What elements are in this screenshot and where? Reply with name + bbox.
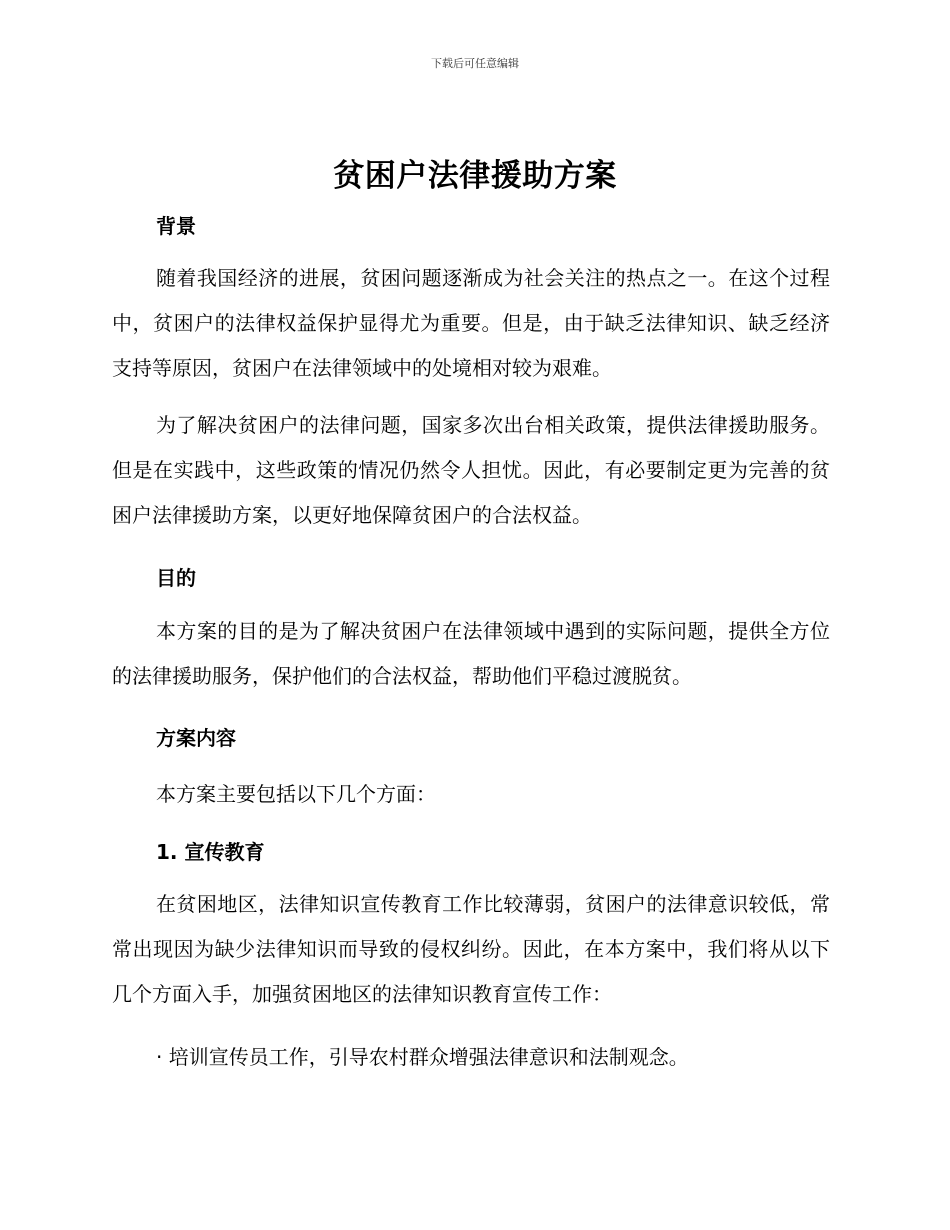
paragraph-education-1: 在贫困地区，法律知识宣传教育工作比较薄弱，贫困户的法律意识较低，常常出现因为缺少法律知识而导致的侵权纠纷。因此，在本方案中，我们将从以下几个方面入手，加强贫困地区的法律知识教育宣传工作： <box>112 892 830 1006</box>
section-heading-background: 背景 <box>156 214 196 238</box>
section-heading-purpose: 目的 <box>156 566 196 590</box>
list-item-education-1: · 培训宣传员工作，引导农村群众增强法律意识和法制观念。 <box>156 1045 689 1069</box>
section-heading-content: 方案内容 <box>156 726 236 750</box>
section-heading-education: 1. 宣传教育 <box>156 840 265 864</box>
paragraph-background-1: 随着我国经济的进展，贫困问题逐渐成为社会关注的热点之一。在这个过程中，贫困户的法律权益保护显得尤为重要。但是，由于缺乏法律知识、缺乏经济支持等原因，贫困户在法律领域中的处境相对较为艰难。 <box>112 266 830 380</box>
paragraph-purpose-1: 本方案的目的是为了解决贫困户在法律领域中遇到的实际问题，提供全方位的法律援助服务，保护他们的合法权益，帮助他们平稳过渡脱贫。 <box>112 619 830 688</box>
document-title: 贫困户法律援助方案 <box>333 158 617 194</box>
paragraph-background-2: 为了解决贫困户的法律问题，国家多次出台相关政策，提供法律援助服务。但是在实践中，这些政策的情况仍然令人担忧。因此，有必要制定更为完善的贫困户法律援助方案，以更好地保障贫困户的合法权益。 <box>112 413 830 527</box>
header-note: 下载后可任意编辑 <box>431 57 519 70</box>
paragraph-content-intro: 本方案主要包括以下几个方面： <box>156 782 436 806</box>
